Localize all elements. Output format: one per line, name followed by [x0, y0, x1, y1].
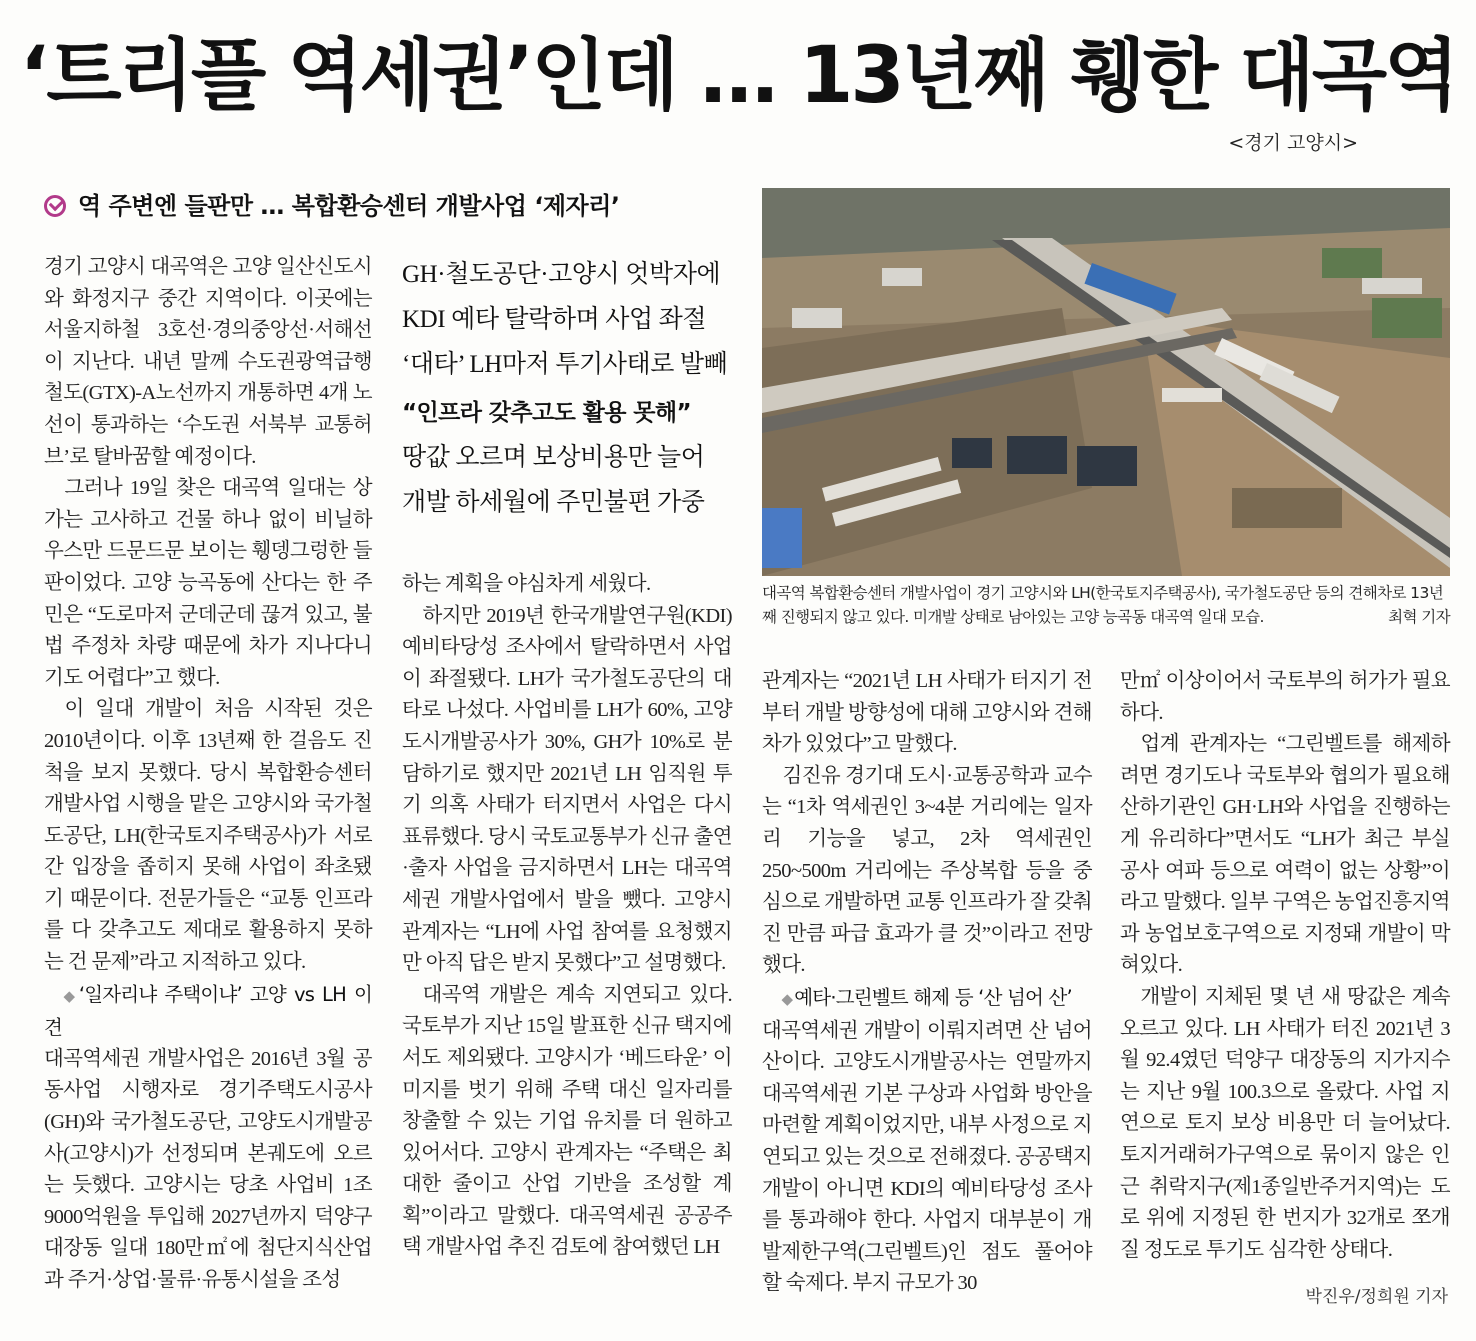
region-tag: <경기 고양시> — [1228, 132, 1358, 154]
aerial-photo — [762, 188, 1450, 576]
diamond-icon: ◆ — [63, 986, 77, 1005]
deck-line: 개발 하세월에 주민불편 가중 — [402, 489, 705, 516]
paragraph: 경기 고양시 대곡역은 고양 일산신도시와 화정지구 중간 지역이다. 이곳에는 서울지하철 3호선·경의중앙선·서해선이 지난다. 내년 말께 수도권광역급행철도(GTX)-A노선까지 개통하면 4개 노선이 통과하는 ‘수도권 서북부 교통허브’로 탈바꿈할 예정이다. — [44, 256, 372, 468]
section-heading — [762, 982, 1092, 1016]
subhead — [44, 188, 744, 224]
paragraph: 하지만 2019년 한국개발연구원(KDI) 예비타당성 조사에서 탈락하면서 사업이 좌절됐다. LH가 국가철도공단의 대타로 나섰다. 사업비를 LH가 60%, 고양도시개발공사가 30%, GH가 10%로 분담하기로 했지만 2021년 LH 임직원 투기 의혹 사태가 터지면서 사업은 다시 표류했다. 당시 국토교통부가 신규 출연·출자 사업을 금지하면서 LH는 대곡역세권 개발사업에서 발을 뺐다. 고양시 관계자는 “LH에 사업 참여를 요청했지만 아직 답은 받지 못했다”고 설명했다. — [402, 604, 732, 975]
deck-line: KDI 예타 탈락하며 사업 좌절 — [402, 306, 707, 333]
paragraph: 이 일대 개발이 처음 시작된 것은 2010년이다. 이후 13년째 한 걸음도 진척을 보지 못했다. 당시 복합환승센터 개발사업 시행을 맡은 고양시와 국가철도공단, LH(한국토지주택공사)가 서로 간 입장을 좁히지 못해 사업이 좌초됐기 때문이다. 전문가들은 “교통 인프라를 다 갖추고도 제대로 활용하지 못하는 건 문제”라고 지적하고 있다. — [44, 698, 372, 974]
paragraph: 그러나 19일 찾은 대곡역 일대는 상가는 고사하고 건물 하나 없이 비닐하우스만 드문드문 보이는 휑뎅그렁한 들판이었다. 고양 능곡동에 산다는 한 주민은 “도로마저 군데군데 끊겨 있고, 불법 주정차 차량 때문에 차가 지나다니기도 어렵다”고 했다. — [44, 477, 372, 689]
paragraph: 대곡역 개발은 계속 지연되고 있다. 국토부가 지난 15일 발표한 신규 택지에서도 제외됐다. 고양시가 ‘베드타운’ 이미지를 벗기 위해 주택 대신 일자리를 창출할 수 있는 기업 유치를 더 원하고 있어서다. 고양시 관계자는 “주택은 최대한 줄이고 산업 기반을 조성할 계획”이라고 말했다. 대곡역세권 공공주택 개발사업 추진 검토에 참여했던 LH — [402, 983, 732, 1259]
article-column-2 — [402, 569, 732, 1264]
photo-caption — [762, 581, 1450, 629]
deck-line: ‘대타’ LH마저 투기사태로 발빼 — [402, 351, 728, 378]
paragraph: 하는 계획을 야심차게 세웠다. — [402, 573, 651, 595]
check-circle-icon — [44, 195, 66, 217]
article-column-1 — [44, 252, 372, 1297]
deck-line: 땅값 오르며 보상비용만 늘어 — [402, 444, 705, 471]
article-column-4 — [1120, 666, 1450, 1266]
subhead-text: 역 주변엔 들판만 … 복합환승센터 개발사업 ‘제자리’ — [78, 192, 620, 220]
deck-line: GH·철도공단·고양시 엇박자에 — [402, 261, 721, 288]
paragraph: 관계자는 “2021년 LH 사태가 터지기 전부터 개발 방향성에 대해 고양시와 견해차가 있었다”고 말했다. — [762, 670, 1092, 756]
section-heading — [44, 979, 372, 1044]
diamond-icon: ◆ — [781, 989, 793, 1008]
byline: 박진우/정희원 기자 — [1305, 1287, 1448, 1307]
paragraph: 업계 관계자는 “그린벨트를 해제하려면 경기도나 국토부와 협의가 필요해 산하기관인 GH·LH와 사업을 진행하는 게 유리하다”면서도 “LH가 최근 부실 공사 여파 등으로 여력이 없는 상황”이라고 말했다. 일부 구역은 농업진흥지역과 농업보호구역으로 지정돼 개발이 막혀있다. — [1120, 733, 1450, 977]
paragraph: 개발이 지체된 몇 년 새 땅값은 계속 오르고 있다. LH 사태가 터진 2021년 3월 92.4였던 덕양구 대장동의 지가지수는 지난 9월 100.3으로 올랐다. 사업 지연으로 토지 보상 비용만 더 늘어났다. 토지거래허가구역으로 묶이지 않은 인근 취락지구(제1종일반주거지역)는 도로 위에 지정된 한 번지가 32개로 쪼개질 정도로 투기도 심각한 상태다. — [1120, 985, 1450, 1261]
headline: ‘트리플 역세권’인데 … 13년째 휑한 대곡역 — [19, 31, 1457, 121]
paragraph: 대곡역세권 개발사업은 2016년 3월 공동사업 시행자로 경기주택도시공사(GH)와 국가철도공단, 고양도시개발공사(고양시)가 선정되며 본궤도에 오르는 듯했다. 고양시는 당초 사업비 1조9000억원을 투입해 2027년까지 덕양구 대장동 일대 180만㎡에 첨단지식산업과 주거·상업·물류·유통시설을 조성 — [44, 1047, 372, 1291]
paragraph: 만㎡ 이상이어서 국토부의 허가가 필요하다. — [1120, 670, 1450, 724]
photo-credit: 최혁 기자 — [1388, 608, 1450, 626]
paragraph: 김진유 경기대 도시·교통공학과 교수는 “1차 역세권인 3~4분 거리에는 일자리 기능을 넣고, 2차 역세권인 250~500m 거리에는 주상복합 등을 중심으로 개발하면 교통 인프라가 잘 갖춰진 만큼 파급 효과가 클 것”이라고 전망했다. — [762, 764, 1092, 977]
caption-text: 대곡역 복합환승센터 개발사업이 경기 고양시와 LH(한국토지주택공사), 국가철도공단 등의 견해차로 13년째 진행되지 않고 있다. 미개발 상태로 남아있는 고양 능곡동 대곡역 일대 모습. — [762, 584, 1444, 626]
section-heading-text: ‘일자리냐 주택이냐’ 고양 vs LH 이견 — [44, 982, 372, 1040]
article-column-3 — [762, 666, 1092, 1300]
section-heading-text: 예타·그린벨트 해제 등 ‘산 넘어 산’ — [794, 985, 1072, 1009]
deck-quote: “인프라 갖추고도 활용 못해” — [402, 400, 692, 426]
paragraph: 대곡역세권 개발이 이뤄지려면 산 넘어 산이다. 고양도시개발공사는 연말까지 대곡역세권 기본 구상과 사업화 방안을 마련할 계획이었지만, 내부 사정으로 지연되고 있는 것으로 전해졌다. 공공택지 개발이 아니면 KDI의 예비타당성 조사를 통과해야 한다. 사업지 대부분이 개발제한구역(그린벨트)인 점도 풀어야 할 숙제다. 부지 규모가 30 — [762, 1019, 1092, 1295]
deck-block — [402, 252, 732, 525]
